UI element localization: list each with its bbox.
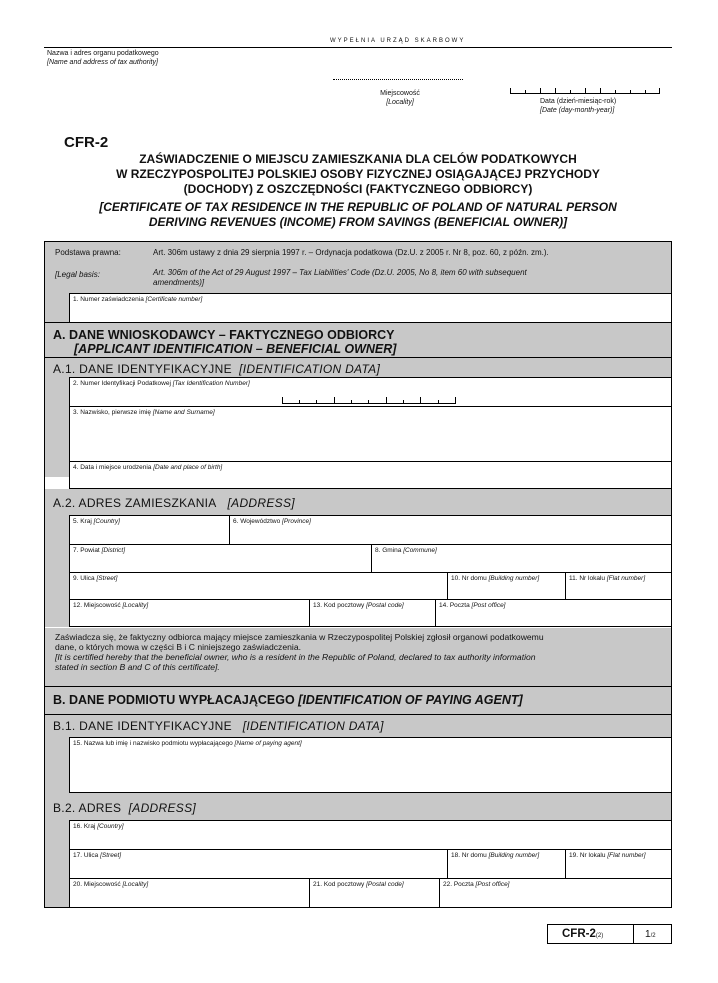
certification-en-1: [It is certified hereby that the beneficial owner, who is a resident in the Republic of Poland, declared to tax authority information (55, 652, 536, 662)
paying-agent-post-office-field[interactable] (439, 878, 671, 907)
section-b1-title-pl: B.1. DANE IDENTYFIKACYJNE (53, 719, 232, 733)
legal-text-en-2: amendments)] (153, 278, 205, 287)
certification-en-2: stated in section B and C of this certificate]. (55, 662, 220, 672)
locality-label: Miejscowość (380, 90, 420, 97)
field-14-label-en: [Post office] (471, 602, 506, 609)
field-3-label: 3. Nazwisko, pierwsze imię (73, 409, 152, 416)
field-9-label: 9. Ulica (73, 575, 95, 582)
footer-code-box (547, 924, 672, 944)
field-21-label: 21. Kod pocztowy (313, 881, 365, 888)
date-label: Data (dzień-miesiąc-rok) (540, 98, 617, 105)
paying-agent-street-field[interactable] (69, 849, 447, 878)
authority-label: Nazwa i adres organu podatkowego (47, 50, 159, 57)
post-office-field[interactable] (435, 599, 671, 627)
office-use-note: WYPEŁNIA URZĄD SKARBOWY (330, 38, 466, 44)
section-a2-title-en: [ADDRESS] (227, 496, 295, 510)
field-10-label-en: [Building number] (488, 575, 540, 582)
field-8-label-en: [Commune] (403, 547, 437, 554)
field-14-label: 14. Poczta (439, 602, 470, 609)
field-2-label: 2. Numer Identyfikacji Podatkowej (73, 380, 171, 387)
paying-agent-building-field[interactable] (447, 849, 565, 878)
section-a1-title (53, 362, 380, 376)
section-b1-title-en: [IDENTIFICATION DATA] (242, 719, 384, 733)
field-5-label: 5. Kraj (73, 518, 92, 525)
section-a-title-en: [APPLICANT IDENTIFICATION – BENEFICIAL OWNER] (74, 342, 397, 356)
section-a2-title-pl: A.2. ADRES ZAMIESZKANIA (53, 496, 217, 510)
legal-text-pl: Art. 306m ustawy z dnia 29 sierpnia 1997 r. – Ordynacja podatkowa (Dz.U. z 2005 r. Nr 8, poz. 60, z późn. zm.). (153, 248, 549, 257)
certification-pl-1: Zaświadcza się, że faktyczny odbiorca mający miejsce zamieszkania w Rzeczypospolitej Polskiej zgłosił organowi podatkowemu (55, 632, 544, 642)
footer-page: 1 (645, 929, 651, 940)
section-b-title-en: [IDENTIFICATION OF PAYING AGENT] (298, 693, 523, 707)
legal-label-en: [Legal basis: (55, 270, 100, 279)
tax-id-field[interactable] (69, 377, 671, 406)
section-b-title (53, 693, 523, 707)
authority-label-en: [Name and address of tax authority] (47, 59, 158, 66)
street-field[interactable] (69, 572, 447, 599)
paying-agent-flat-field[interactable] (565, 849, 671, 878)
tax-id-digit-boxes (282, 397, 456, 405)
field-18-label-en: [Building number] (488, 852, 540, 859)
section-a-title: A. DANE WNIOSKODAWCY – FAKTYCZNEGO ODBIORCY (53, 328, 395, 342)
field-1-label: 1. Numer zaświadczenia (73, 296, 144, 303)
title-pl-2: W RZECZYPOSPOLITEJ POLSKIEJ OSOBY FIZYCZNEJ OSIĄGAJĄCEJ PRZYCHODY (116, 167, 600, 181)
footer-code: CFR-2 (562, 928, 596, 940)
field-20-label-en: [Locality] (122, 881, 149, 888)
building-number-field[interactable] (447, 572, 565, 599)
field-6-label: 6. Województwo (233, 518, 281, 525)
field-12-label-en: [Locality] (122, 602, 149, 609)
field-21-label-en: [Postal code] (366, 881, 404, 888)
field-19-label-en: [Flat number] (607, 852, 646, 859)
field-9-label-en: [Street] (96, 575, 118, 582)
field-4-label: 4. Data i miejsce urodzenia (73, 464, 152, 471)
field-11-label: 11. Nr lokalu (569, 575, 606, 582)
postal-code-field[interactable] (309, 599, 435, 627)
district-field[interactable] (69, 544, 371, 572)
field-15-label-en: [Name of paying agent] (234, 740, 302, 747)
locality-label-en: [Locality] (386, 99, 414, 106)
locality-line[interactable] (333, 79, 463, 80)
country-field[interactable] (69, 515, 229, 544)
certificate-number-field[interactable] (69, 293, 671, 322)
legal-text-en-1: Art. 306m of the Act of 29 August 1997 – Tax Liabilities' Code (Dz.U. 2005, No 8, item 60 with subsequent (153, 268, 527, 277)
title-pl-3: (DOCHODY) Z OSZCZĘDNOŚCI (FAKTYCZNEGO ODBIORCY) (183, 182, 533, 196)
province-field[interactable] (229, 515, 671, 544)
field-17-label: 17. Ulica (73, 852, 99, 859)
footer-page-of: /2 (650, 933, 656, 939)
title-en-2: DERIVING REVENUES (INCOME) FROM SAVINGS (BENEFICIAL OWNER)] (148, 215, 568, 229)
section-b2-title-en: [ADDRESS] (128, 801, 197, 815)
field-5-label-en: [Country] (93, 518, 120, 525)
locality-field[interactable] (69, 599, 309, 627)
section-a1-title-pl: A.1. DANE IDENTYFIKACYJNE (53, 362, 232, 376)
field-12-label: 12. Miejscowość (73, 602, 121, 609)
flat-number-field[interactable] (565, 572, 671, 599)
title-pl-1: ZAŚWIADCZENIE O MIEJSCU ZAMIESZKANIA DLA CELÓW PODATKOWYCH (139, 152, 577, 166)
section-b2-title-pl: B.2. ADRES (53, 801, 122, 815)
field-22-label: 22. Poczta (443, 881, 474, 888)
field-16-label: 16. Kraj (73, 823, 96, 830)
section-b2-title (53, 801, 196, 815)
header-rule (44, 47, 672, 48)
birth-date-place-field[interactable] (69, 461, 671, 489)
field-15-label: 15. Nazwa lub imię i nazwisko podmiotu wypłacającego (73, 740, 233, 747)
legal-label-pl: Podstawa prawna: (55, 248, 121, 257)
footer-page-number (645, 929, 656, 940)
name-surname-field[interactable] (69, 406, 671, 461)
field-6-label-en: [Province] (282, 518, 311, 525)
section-a2-title (53, 496, 295, 510)
section-b1-title (53, 719, 384, 733)
paying-agent-postal-field[interactable] (309, 878, 439, 907)
section-b-title-pl: B. DANE PODMIOTU WYPŁACAJĄCEGO (53, 693, 295, 707)
field-4-label-en: [Date and place of birth] (153, 464, 223, 471)
field-2-label-en: [Tax Identification Number] (172, 380, 250, 387)
commune-field[interactable] (371, 544, 671, 572)
field-1-label-en: [Certificate number] (145, 296, 203, 303)
field-16-label-en: [Country] (97, 823, 124, 830)
field-8-label: 8. Gmina (375, 547, 402, 554)
paying-agent-country-field[interactable] (69, 820, 671, 849)
paying-agent-name-field[interactable] (69, 737, 671, 793)
field-3-label-en: [Name and Surname] (152, 409, 215, 416)
field-11-label-en: [Flat number] (606, 575, 646, 582)
form-code: CFR-2 (64, 134, 109, 151)
field-22-label-en: [Post office] (475, 881, 510, 888)
field-7-label: 7. Powiat (73, 547, 100, 554)
footer-version: (2) (595, 933, 604, 939)
date-label-en: [Date (day-month-year)] (540, 107, 615, 114)
footer-form-code (562, 928, 603, 940)
field-10-label: 10. Nr domu (451, 575, 487, 582)
field-19-label: 19. Nr lokalu (569, 852, 606, 859)
certification-text (55, 632, 544, 672)
field-7-label-en: [District] (101, 547, 126, 554)
date-entry-boxes[interactable] (510, 86, 660, 94)
title-en-1: [CERTIFICATE OF TAX RESIDENCE IN THE REPUBLIC OF POLAND OF NATURAL PERSON (99, 200, 617, 214)
field-13-label: 13. Kod pocztowy (313, 602, 365, 609)
field-20-label: 20. Miejscowość (73, 881, 121, 888)
field-18-label: 18. Nr domu (451, 852, 487, 859)
section-a1-title-en: [IDENTIFICATION DATA] (239, 362, 381, 376)
certification-pl-2: dane, o których mowa w części B i C niniejszego zaświadczenia. (55, 642, 301, 652)
field-13-label-en: [Postal code] (366, 602, 404, 609)
field-17-label-en: [Street] (100, 852, 122, 859)
paying-agent-locality-field[interactable] (69, 878, 309, 907)
